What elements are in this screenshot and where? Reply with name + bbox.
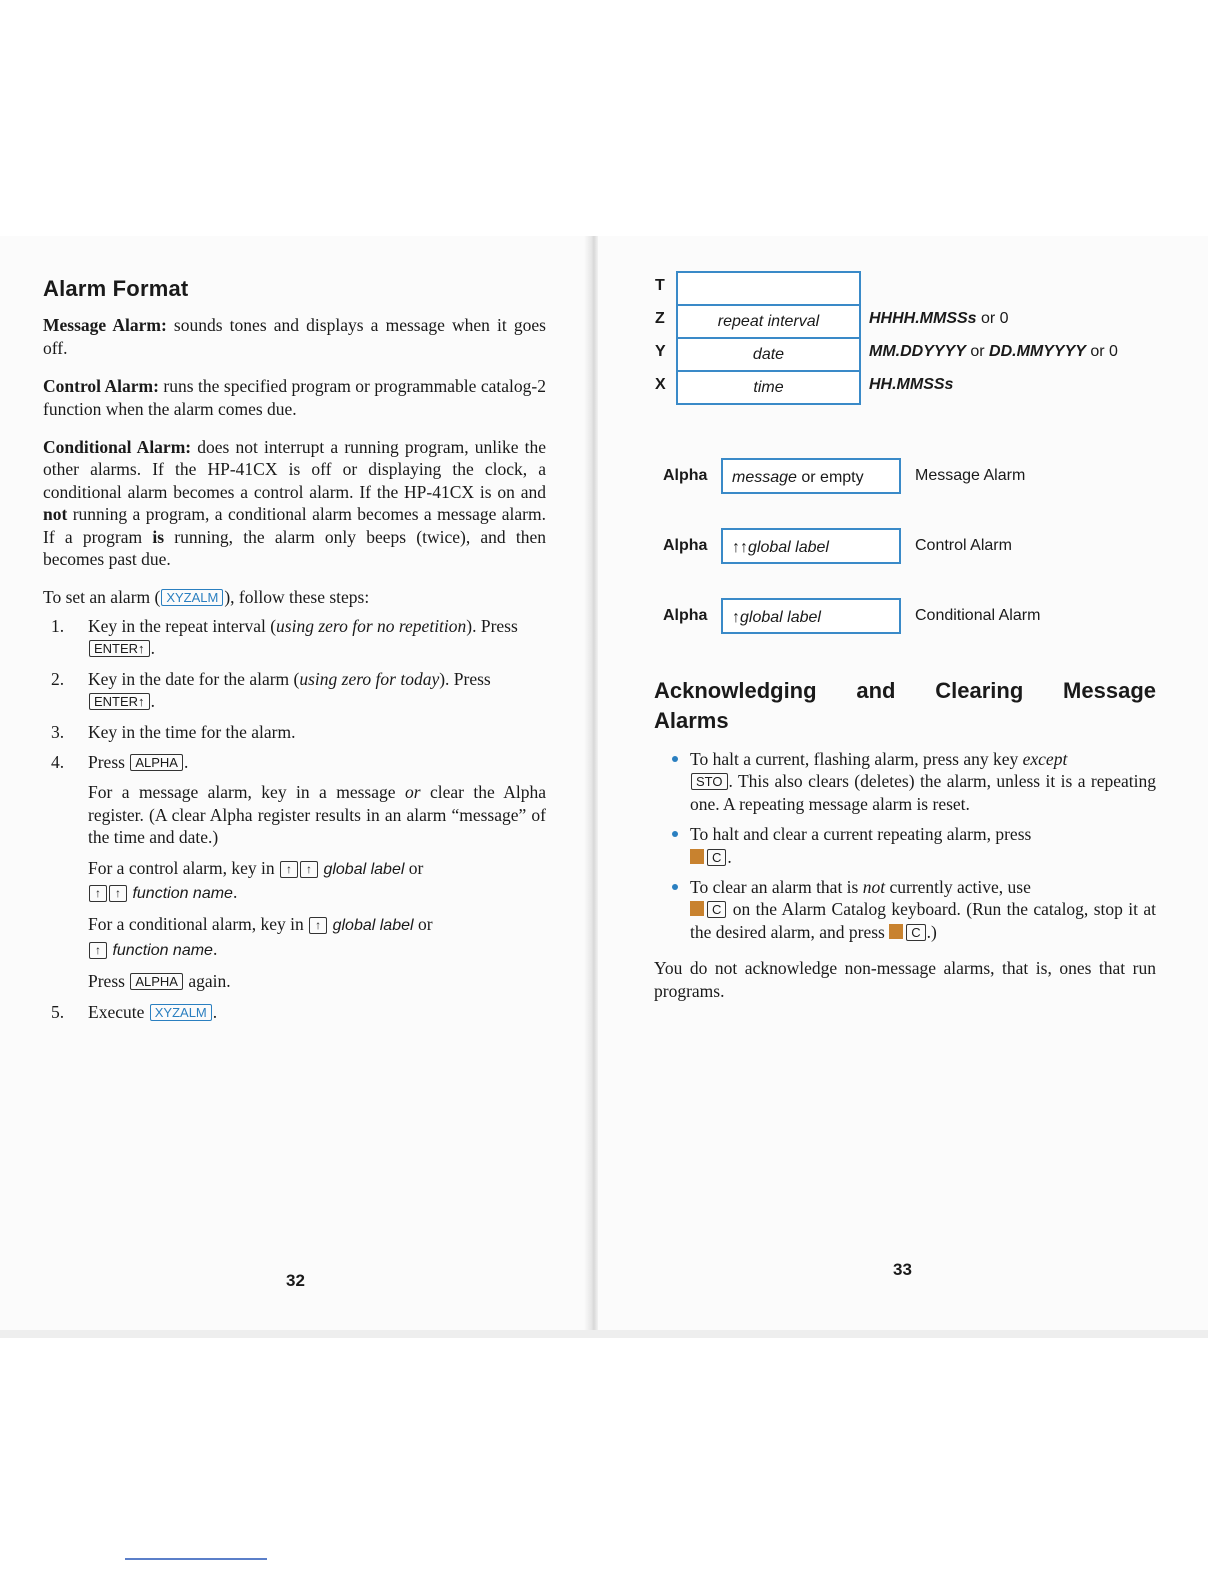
- definition: sounds tones and displays a message when it goes off.: [43, 315, 546, 358]
- format: MM.DDYYYY: [869, 343, 966, 360]
- definition-part: running, the alarm only beeps (twice), and then becomes past due.: [43, 526, 547, 570]
- step-text: .: [183, 751, 189, 772]
- bullet-halt: [654, 748, 1156, 815]
- shift-key-icon: [690, 901, 704, 916]
- control-alarm-paragraph: [43, 375, 546, 420]
- step-number: 3.: [51, 721, 65, 742]
- shift-up-key: ↑: [89, 942, 107, 959]
- enter-key: ENTER↑: [89, 693, 150, 710]
- shift-key-icon: [690, 849, 704, 864]
- text: To clear an alarm that is: [690, 877, 863, 898]
- content: or empty: [796, 469, 864, 486]
- step-emphasis: using zero for today: [299, 668, 440, 689]
- alpha-row-conditional: [663, 598, 1183, 638]
- text: To halt a current, flashing alarm, press any key: [690, 749, 1023, 769]
- text: ), follow these steps:: [224, 587, 370, 608]
- text: or: [413, 914, 433, 935]
- text: on the Alarm Catalog keyboard. (Run the catalog, stop it at the desired alarm, and press: [690, 899, 1156, 942]
- register-cell: time: [676, 370, 861, 405]
- term: Control Alarm:: [43, 376, 159, 397]
- c-key: C: [707, 849, 726, 866]
- text: .): [926, 921, 937, 942]
- right-column: [654, 676, 1156, 1018]
- register-format: [869, 310, 1009, 328]
- definition-part: does not interrupt a running program, unlike the other alarms. If the HP-41CX is off or displaying the clock, a conditional alarm becomes a control alarm. If the HP-41CX is on and: [43, 437, 546, 502]
- text: or 0: [976, 310, 1009, 327]
- register-label: Z: [655, 310, 665, 327]
- definition: runs the specified program or programmable catalog-2 function when the alarm comes due.: [43, 376, 546, 419]
- term: Conditional Alarm:: [43, 437, 192, 458]
- alpha-label: Alpha: [663, 467, 708, 484]
- shift-up-key: ↑: [280, 861, 298, 878]
- set-alarm-intro: [43, 586, 546, 608]
- steps-list: [43, 615, 546, 1023]
- text: or 0: [1085, 343, 1118, 360]
- left-column: [43, 278, 546, 1031]
- term: Message Alarm:: [43, 315, 167, 336]
- text: For a message alarm, key in a message: [88, 782, 405, 803]
- step-4: [43, 751, 546, 993]
- xyzalm-key: XYZALM: [150, 1004, 212, 1021]
- format: DD.MMYYYY: [989, 343, 1086, 360]
- shift-up-key: ↑: [300, 861, 318, 878]
- register-format: [869, 376, 953, 394]
- step-text: Key in the date for the alarm (: [88, 668, 300, 689]
- closing-paragraph: You do not acknowledge non-message alarms, that is, ones that run programs.: [654, 958, 1156, 1001]
- step-4-press-again: [88, 970, 546, 992]
- step-text: Key in the time for the alarm.: [88, 721, 296, 742]
- shift-up-key: ↑: [109, 885, 127, 902]
- bullet-icon: [672, 831, 678, 837]
- step-1: [43, 615, 546, 660]
- text: For a control alarm, key in: [88, 857, 279, 878]
- text: currently active, use: [885, 877, 1031, 898]
- text: To halt and clear a current repeating alarm, press: [690, 824, 1032, 845]
- alpha-cell: [721, 458, 901, 494]
- sto-key: STO: [691, 773, 728, 790]
- alarm-type: Control Alarm: [915, 537, 1012, 554]
- step-3: [43, 721, 546, 743]
- text: To set an alarm (: [43, 587, 161, 608]
- emphasis: except: [1022, 749, 1068, 769]
- function-name-term: function name: [128, 884, 233, 902]
- message-alarm-paragraph: [43, 314, 546, 359]
- step-text: Execute: [88, 1001, 149, 1022]
- emphasis: is: [152, 526, 165, 547]
- c-key: C: [707, 901, 726, 918]
- c-key: C: [906, 924, 925, 941]
- step-5: [43, 1001, 546, 1023]
- emphasis: not: [43, 504, 68, 525]
- heading-line: Alarms: [654, 708, 729, 733]
- register-cell: [676, 271, 861, 306]
- emphasis: not: [862, 877, 886, 898]
- alarm-type: Conditional Alarm: [915, 607, 1041, 624]
- stack-row-y: [650, 337, 1170, 370]
- step-4-control: [88, 857, 546, 906]
- stack-row-x: [650, 370, 1170, 403]
- format: HH.MMSSs: [869, 376, 954, 393]
- text: For a conditional alarm, key in: [88, 914, 309, 935]
- decorative-rule: [125, 1558, 267, 1560]
- page-title: Alarm Format: [43, 276, 189, 301]
- alpha-key: ALPHA: [130, 754, 183, 771]
- step-text: .: [150, 691, 155, 712]
- stack-row-t: [650, 271, 1170, 304]
- bullet-icon: [672, 884, 678, 890]
- shift-arrows: ↑↑: [732, 539, 748, 556]
- alpha-label: Alpha: [663, 607, 708, 624]
- alpha-label: Alpha: [663, 537, 708, 554]
- shift-up-key: ↑: [309, 917, 327, 934]
- text: again.: [183, 971, 231, 992]
- enter-key: ENTER↑: [89, 640, 150, 657]
- text: or: [404, 857, 424, 878]
- book-gutter: [584, 236, 598, 1336]
- alpha-cell: [721, 528, 901, 564]
- register-label: X: [655, 376, 666, 393]
- step-text: ). Press: [466, 615, 518, 636]
- alpha-row-control: [663, 528, 1183, 568]
- register-label: Y: [655, 343, 666, 360]
- page-shadow: [0, 1330, 1208, 1338]
- content: global label: [740, 609, 821, 626]
- step-number: 5.: [51, 1001, 65, 1022]
- section-heading: [654, 676, 1156, 736]
- step-text: Key in the repeat interval (: [88, 615, 277, 636]
- text: .: [212, 938, 218, 959]
- step-text: ). Press: [439, 668, 491, 689]
- step-text: Press: [88, 751, 130, 772]
- text: clear the Alpha register. (A clear Alpha register results in an alarm “message” of the time and date.): [88, 782, 546, 848]
- page-number-right: 33: [893, 1260, 912, 1279]
- text: or: [965, 343, 990, 360]
- step-4-message: [88, 781, 546, 848]
- xyzalm-key: XYZALM: [161, 589, 223, 606]
- global-label-term: global label: [319, 860, 405, 878]
- global-label-term: global label: [328, 917, 414, 935]
- register-label: T: [655, 277, 665, 294]
- step-emphasis: using zero for no repetition: [276, 615, 467, 636]
- register-cell: repeat interval: [676, 304, 861, 339]
- alpha-row-message: [663, 458, 1183, 498]
- step-text: .: [212, 1001, 218, 1022]
- alarm-type: Message Alarm: [915, 467, 1026, 484]
- bullet-list: [654, 748, 1156, 943]
- bullet-icon: [672, 756, 678, 762]
- shift-key-icon: [889, 924, 903, 939]
- emphasis: or: [404, 782, 421, 803]
- bullet-clear-inactive: [654, 876, 1156, 943]
- conditional-alarm-paragraph: [43, 436, 546, 570]
- alpha-key: ALPHA: [130, 973, 183, 990]
- bullet-halt-clear: [654, 823, 1156, 868]
- shift-up-key: ↑: [89, 885, 107, 902]
- format: HHHH.MMSSs: [869, 310, 977, 327]
- content: global label: [748, 539, 829, 556]
- definition-part: running a program, a conditional alarm becomes a message alarm. If a program: [43, 504, 546, 547]
- text: .: [727, 846, 732, 867]
- step-number: 4.: [51, 751, 65, 772]
- step-text: .: [150, 638, 155, 659]
- stack-row-z: [650, 304, 1170, 337]
- text: Press: [88, 971, 130, 992]
- step-number: 1.: [51, 615, 65, 636]
- heading-line: Acknowledging and Clearing Message: [654, 678, 1156, 703]
- page-number-left: 32: [286, 1271, 305, 1290]
- step-2: [43, 668, 546, 713]
- text: . This also clears (deletes) the alarm, unless it is a repeating one. A repeating message alarm is reset.: [690, 771, 1156, 814]
- shift-arrow: ↑: [732, 609, 740, 626]
- step-4-conditional: [88, 913, 546, 962]
- content: message: [732, 469, 797, 486]
- step-number: 2.: [51, 668, 65, 689]
- register-format: [869, 343, 1118, 361]
- text: .: [232, 881, 238, 902]
- alpha-cell: [721, 598, 901, 634]
- register-cell: date: [676, 337, 861, 372]
- function-name-term: function name: [108, 941, 213, 959]
